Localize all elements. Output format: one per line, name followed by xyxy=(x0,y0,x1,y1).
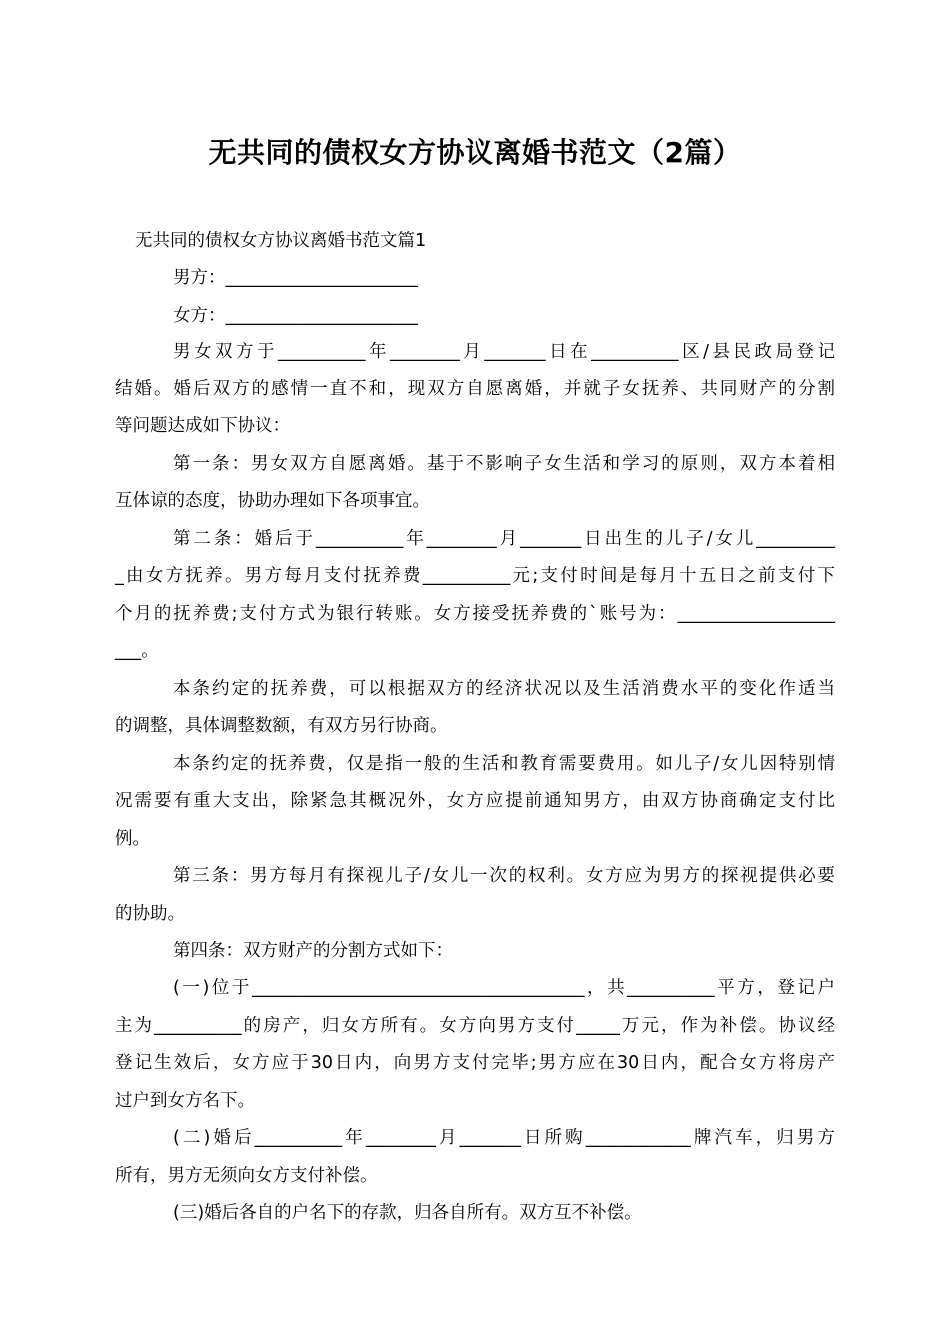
article-4-heading: 第四条：双方财产的分割方式如下： xyxy=(173,941,453,961)
property-3-line-1: (三)婚后各自的户名下的存款，归各自所有。双方互不补偿。 xyxy=(173,1203,642,1223)
paragraph-intro-line-3: 等问题达成如下协议： xyxy=(115,416,290,436)
article-3-line-1: 第三条：男方每月有探视儿子/女儿一次的权利。女方应为男方的探视提供必要 xyxy=(173,866,835,886)
support-scope-line-2: 况需要有重大支出，除紧急其概况外，女方应提前通知男方，由双方协商确定支付比 xyxy=(115,791,835,811)
support-adjust-line-2: 的调整，具体调整数额，有双方另行协商。 xyxy=(115,716,448,736)
support-adjust-line-1: 本条约定的抚养费，可以根据双方的经济状况以及生活消费水平的变化作适当 xyxy=(173,679,835,699)
article-2-line-4: ___。 xyxy=(115,641,159,661)
wife-name-line: 女方：______________________ xyxy=(173,306,418,326)
article-1-line-1: 第一条：男女双方自愿离婚。基于不影响子女生活和学习的原则，双方本着相 xyxy=(173,454,835,474)
document-title: 无共同的债权女方协议离婚书范文（2篇） xyxy=(208,136,742,169)
section-heading: 无共同的债权女方协议离婚书范文篇1 xyxy=(135,231,427,251)
paragraph-intro-line-1: 男女双方于__________年________月_______日在__________区/县民政局登记 xyxy=(173,342,835,362)
property-1-line-3: 登记生效后，女方应于30日内，向男方支付完毕;男方应在30日内，配合女方将房产 xyxy=(115,1053,835,1073)
article-2-line-2: _由女方抚养。男方每月支付抚养费__________元;支付时间是每月十五日之前支付下 xyxy=(115,566,835,586)
husband-name-line: 男方：______________________ xyxy=(173,268,418,288)
property-2-line-2: 所有，男方无须向女方支付补偿。 xyxy=(115,1166,378,1186)
support-scope-line-3: 例。 xyxy=(115,829,150,849)
property-1-line-2: 主为__________的房产，归女方所有。女方向男方支付_____万元，作为补偿。协议经 xyxy=(115,1016,835,1036)
article-2-line-1: 第二条：婚后于__________年________月_______日出生的儿子/女儿_________ xyxy=(173,529,835,549)
paragraph-intro-line-2: 结婚。婚后双方的感情一直不和，现双方自愿离婚，并就子女抚养、共同财产的分割 xyxy=(115,379,835,399)
support-scope-line-1: 本条约定的抚养费，仅是指一般的生活和教育需要费用。如儿子/女儿因特别情 xyxy=(173,754,835,774)
article-2-line-3: 个月的抚养费;支付方式为银行转账。女方接受抚养费的`账号为：__________________ xyxy=(115,604,835,624)
property-2-line-1: (二)婚后__________年________月_______日所购____________牌汽车，归男方 xyxy=(173,1128,835,1148)
article-3-line-2: 的协助。 xyxy=(115,904,185,924)
property-1-line-4: 过户到女方名下。 xyxy=(115,1091,255,1111)
article-1-line-2: 互体谅的态度，协助办理如下各项事宜。 xyxy=(115,491,430,511)
property-1-line-1: (一)位于______________________________________，共__________平方，登记户 xyxy=(173,978,835,998)
